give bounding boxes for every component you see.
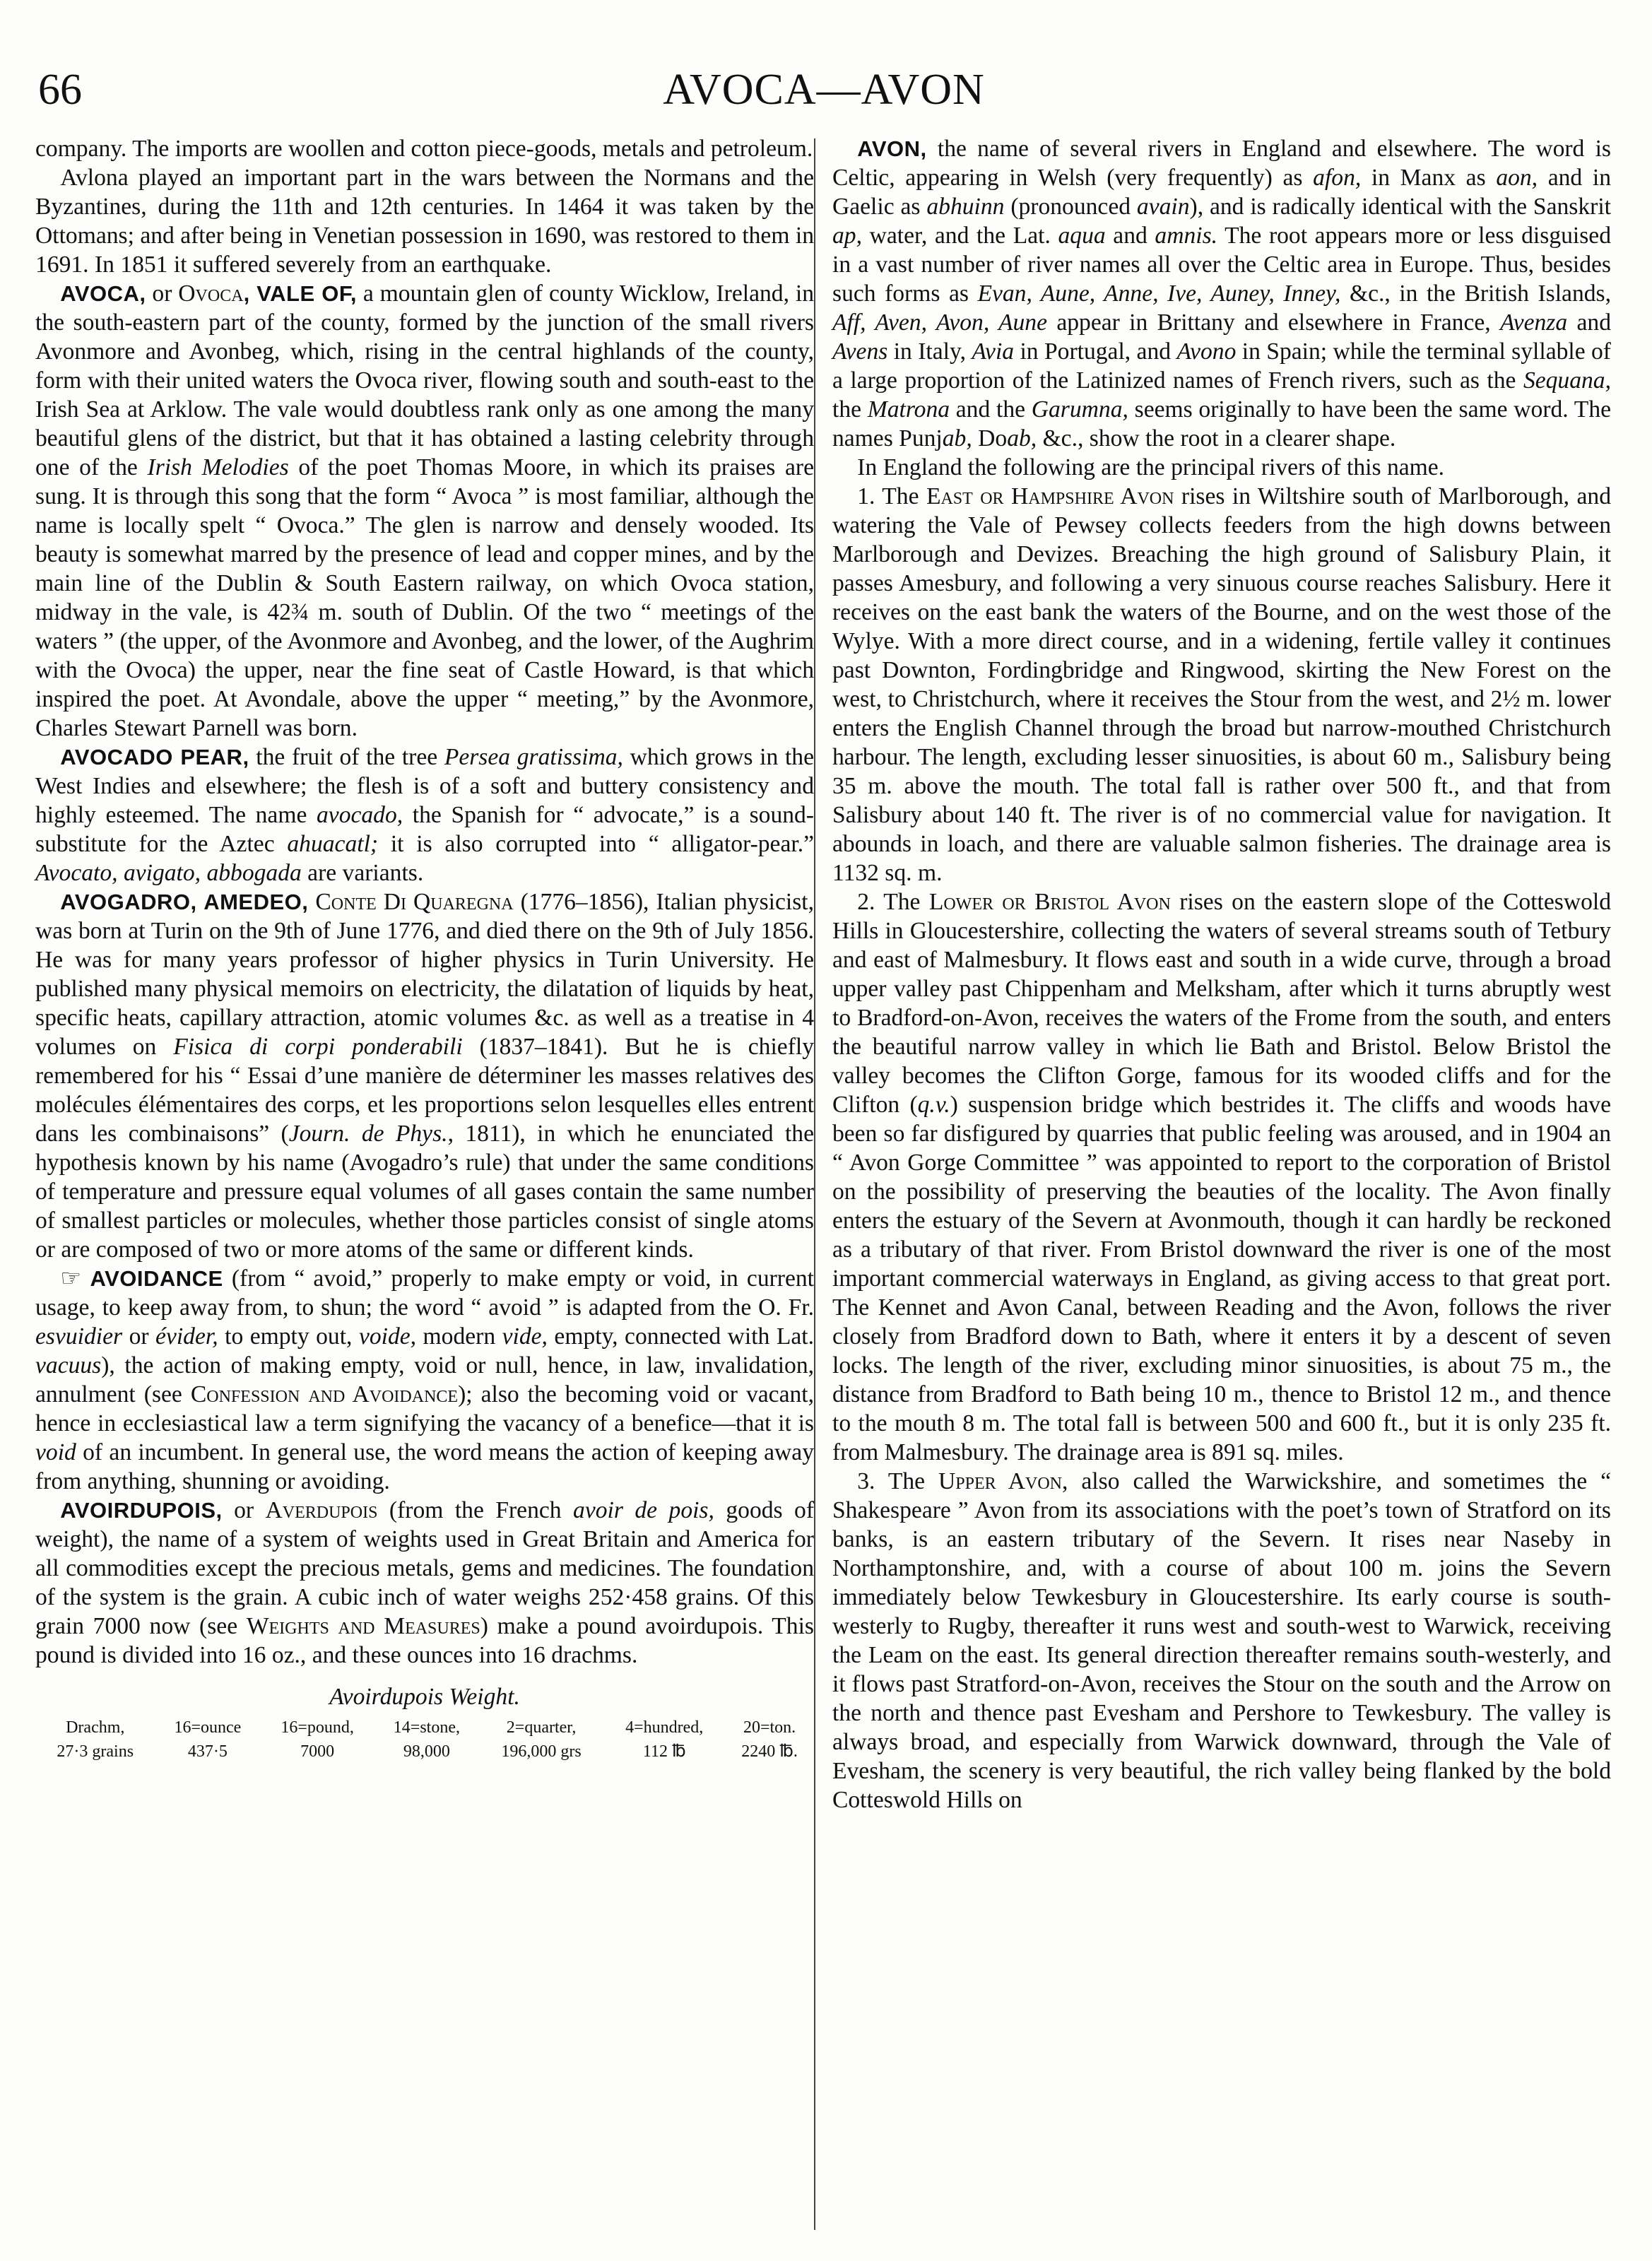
headword-avogadro: AVOGADRO, AMEDEO, [60, 890, 309, 914]
right-column [832, 134, 1611, 1814]
entry-avoca: AVOCA, or Ovoca, VALE OF, a mountain glen of county Wicklow, Ireland, in the south-eastern part of the county, formed by the junction of the small rivers Avonmore and Avonbeg, which, rising in the central highlands of the county, form with their united waters the Ovoca river, flowing south and south-east to the Irish Sea at Arklow. The vale would doubtless rank only as one among the many beautiful glens of the district, but that it has obtained a lasting celebrity through one of the Irish Melodies of the poet Thomas Moore, in which its praises are sung. It is through this song that the form “ Avoca ” is most familiar, although the name is locally spelt “ Ovoca.” The glen is narrow and densely wooded. Its beauty is somewhat marred by the presence of lead and copper mines, and by the main line of the Dublin & South Eastern railway, on which Ovoca station, midway in the vale, is 42¾ m. south of Dublin. Of the two “ meetings of the waters ” (the upper, of the Avonmore and Avonbeg, and the lower, of the Aughrim with the Ovoca) the upper, near the fine seat of Castle Howard, is that which inspired the poet. At Avondale, above the upper “ meeting,” by the Avonmore, Charles Stewart Parnell was born. [35, 281, 814, 741]
paragraph-principal-rivers: In England the following are the principal rivers of this name. [857, 454, 1445, 480]
entry-avogadro: AVOGADRO, AMEDEO, Conte Di Quaregna (1776–1856), Italian physicist, was born at Turin on the 9th of June 1776, and died there on the 9th of July 1856. He was for many years professor of higher physics in Turin University. He published many physical memoirs on electricity, the dilatation of liquids by heat, specific heats, capillary attraction, atomic volumes &c. as well as a treatise in 4 volumes on Fisica di corpi ponderabili (1837–1841). But he is chiefly remembered for his “ Essai d’une manière de déterminer les masses relatives des molécules élémentaires des corps, et les proportions selon lesquelles elles entrent dans les combinaisons” (Journ. de Phys., 1811), in which he enunciated the hypothesis known by his name (Avogadro’s rule) that under the same conditions of temperature and pressure equal volumes of all gases contain the same number of smallest particles or molecules, whether those particles consist of single atoms or are composed of two or more atoms of the same or different kinds. [35, 889, 814, 1263]
headword-avocado-pear: AVOCADO PEAR, [60, 745, 249, 769]
table-cell: 196,000 grs [501, 1742, 582, 1761]
table-cell: 14=stone, [393, 1718, 460, 1737]
page-header [38, 65, 1610, 116]
paragraph-avlona-continued: company. The imports are woollen and cotton piece-goods, metals and petroleum. [35, 136, 813, 162]
headword-avoca: AVOCA, [60, 281, 146, 306]
entry-avocado-pear: AVOCADO PEAR, the fruit of the tree Persea gratissima, which grows in the West Indies and elsewhere; the flesh is of a soft and buttery consistency and highly esteemed. The name avocado, the Spanish for “ advocate,” is a sound-substitute for the Aztec ahuacatl; it is also corrupted into “ alligator-pear.” Avocato, avigato, abbogada are variants. [35, 744, 814, 886]
left-column [35, 134, 814, 1764]
entry-upper-avon: 3. The Upper Avon, also called the Warwickshire, and sometimes the “ Shakespeare ” Avon from its associations with the poet’s town of Stratford on its banks, is an eastern tributary of the Severn. It rises near Naseby in Northamptonshire, and, with a course of about 100 m. joins the Severn immediately below Tewkesbury in Gloucestershire. Its early course is south-westerly to Rugby, thereafter it runs west and south-west to Warwick, receiving the Leam on the east. Its general direction thereafter remains south-westerly, and it flows past Stratford-on-Avon, receives the Stour on the south and the Arrow on the north and thence past Evesham and Pershore to Tewkesbury. The valley is always broad, and especially from Warwick downward, through the Vale of Evesham, the scenery is very beautiful, the rich valley being flanked by the bold Cotteswold Hills on [832, 1468, 1611, 1813]
table-cell: 2=quarter, [506, 1718, 577, 1737]
table-cell: 112 ℔ [642, 1742, 686, 1761]
table-cell: 20=ton. [743, 1718, 796, 1737]
weights-table-title: Avoirdupois Weight. [329, 1684, 520, 1710]
table-cell: 7000 [300, 1742, 335, 1761]
running-head: AVOCA—AVON [663, 66, 985, 114]
table-row [35, 1740, 814, 1764]
entry-east-hampshire-avon: 1. The East or Hampshire Avon rises in Wiltshire south of Marlborough, and watering the Vale of Pewsey collects feeders from the high downs between Marlborough and Devizes. Breaching the high ground of Salisbury Plain, it passes Amesbury, and following a very sinuous course reaches Salisbury. Here it receives on the east bank the waters of the Bourne, and on the west those of the Wylye. With a more direct course, and in a widening, fertile valley it continues past Downton, Fordingbridge and Ringwood, skirting the New Forest on the west, to Christchurch, where it receives the Stour from the west, and 2½ m. lower enters the English Channel through the broad but narrow-mouthed Christchurch harbour. The length, excluding lesser sinuosities, is about 60 m., Salisbury being 35 m. above the mouth. The total fall is rather over 500 ft., and that from Salisbury about 140 ft. The river is of no commercial value for navigation. It abounds in loach, and there are valuable salmon fisheries. The drainage area is 1132 sq. m. [832, 483, 1611, 886]
pointing-hand-icon: ☞ [60, 1265, 82, 1292]
table-cell: 16=ounce [174, 1718, 242, 1737]
entry-avoidance: ☞ AVOIDANCE (from “ avoid,” properly to make empty or void, in current usage, to keep away from, to shun; the word “ avoid ” is adapted from the O. Fr. esvuidier or évider, to empty out, voide, modern vide, empty, connected with Lat. vacuus), the action of making empty, void or null, hence, in law, invalidation, annulment (see Confession and Avoidance); also the becoming void or vacant, hence in ecclesiastical law a term signifying the vacancy of a benefice—that it is void of an incumbent. In general use, the word means the action of keeping away from anything, shunning or avoiding. [35, 1265, 814, 1494]
headword-avoidance: AVOIDANCE [90, 1266, 223, 1291]
table-cell: 2240 ℔. [741, 1742, 798, 1761]
table-cell: 98,000 [403, 1742, 450, 1761]
table-cell: 437·5 [187, 1742, 228, 1761]
table-row [35, 1716, 814, 1740]
avoirdupois-weight-table [35, 1716, 814, 1764]
entry-avoirdupois: AVOIRDUPOIS, or Averdupois (from the French avoir de pois, goods of weight), the name of a system of weights used in Great Britain and America for all commodities except the precious metals, gems and medicines. The foundation of the system is the grain. A cubic inch of water weighs 252·458 grains. Of this grain 7000 now (see Weights and Measures) make a pound avoirdupois. This pound is divided into 16 oz., and these ounces into 16 drachms. [35, 1497, 815, 1668]
entry-lower-bristol-avon: 2. The Lower or Bristol Avon rises on the eastern slope of the Cotteswold Hills in Gloucestershire, collecting the waters of several streams south of Tetbury and east of Malmesbury. It flows east and south in a wide curve, through a broad upper valley past Chippenham and Melksham, after which it turns abruptly west to Bradford-on-Avon, receives the waters of the Frome from the south, and enters the beautiful narrow valley in which lie Bath and Bristol. Below Bristol the valley becomes the Clifton Gorge, famous for its wooded cliffs and for the Clifton (q.v.) suspension bridge which bestrides it. The cliffs and woods have been so far disfigured by quarries that public feeling was aroused, and in 1904 an “ Avon Gorge Committee ” was appointed to report to the corporation of Bristol on the possibility of preserving the beauties of the locality. The Avon finally enters the estuary of the Severn at Avonmouth, though it can hardly be reckoned as a tributary of that river. From Bristol downward the river is one of the most important commercial waterways in England, as giving access to that great port. The Kennet and Avon Canal, between Reading and the Avon, follows the river closely from Bradford down to Bath, where it enters it by a descent of seven locks. The length of the river, excluding minor sinuosities, is about 75 m., the distance from Bradford to Bath being 10 m., thence to Bristol 12 m., and thence to the mouth 8 m. The total fall is between 500 and 600 ft., but it is only 235 ft. from Malmesbury. The drainage area is 891 sq. miles. [832, 889, 1611, 1465]
table-cell: Drachm, [66, 1718, 125, 1737]
table-cell: 4=hundred, [625, 1718, 704, 1737]
column-divider [814, 138, 815, 2230]
paragraph-avlona-history: Avlona played an important part in the wars between the Normans and the Byzantines, during the 11th and 12th centuries. In 1464 it was taken by the Ottomans; and after being in Venetian possession in 1690, was restored to them in 1691. In 1851 it suffered severely from an earthquake. [35, 165, 814, 278]
table-cell: 27·3 grains [57, 1742, 134, 1761]
page-number: 66 [38, 66, 82, 114]
entry-avon: AVON, the name of several rivers in England and elsewhere. The word is Celtic, appearing in Welsh (very frequently) as afon, in Manx as aon, and in Gaelic as abhuinn (pronounced avain), and is radically identical with the Sanskrit ap, water, and the Lat. aqua and amnis. The root appears more or less disguised in a vast number of river names all over the Celtic area in Europe. Thus, besides such forms as Evan, Aune, Anne, Ive, Auney, Inney, &c., in the British Islands, Aff, Aven, Avon, Aune appear in Brittany and elsewhere in France, Avenza and Avens in Italy, Avia in Portugal, and Avono in Spain; while the terminal syllable of a large proportion of the Latinized names of French rivers, such as the Sequana, the Matrona and the Garumna, seems originally to have been the same word. The names Punjab, Doab, &c., show the root in a clearer shape. [832, 136, 1612, 451]
table-cell: 16=pound, [281, 1718, 354, 1737]
headword-avoirdupois: AVOIRDUPOIS, [60, 1498, 223, 1523]
headword-avon: AVON, [857, 136, 927, 161]
